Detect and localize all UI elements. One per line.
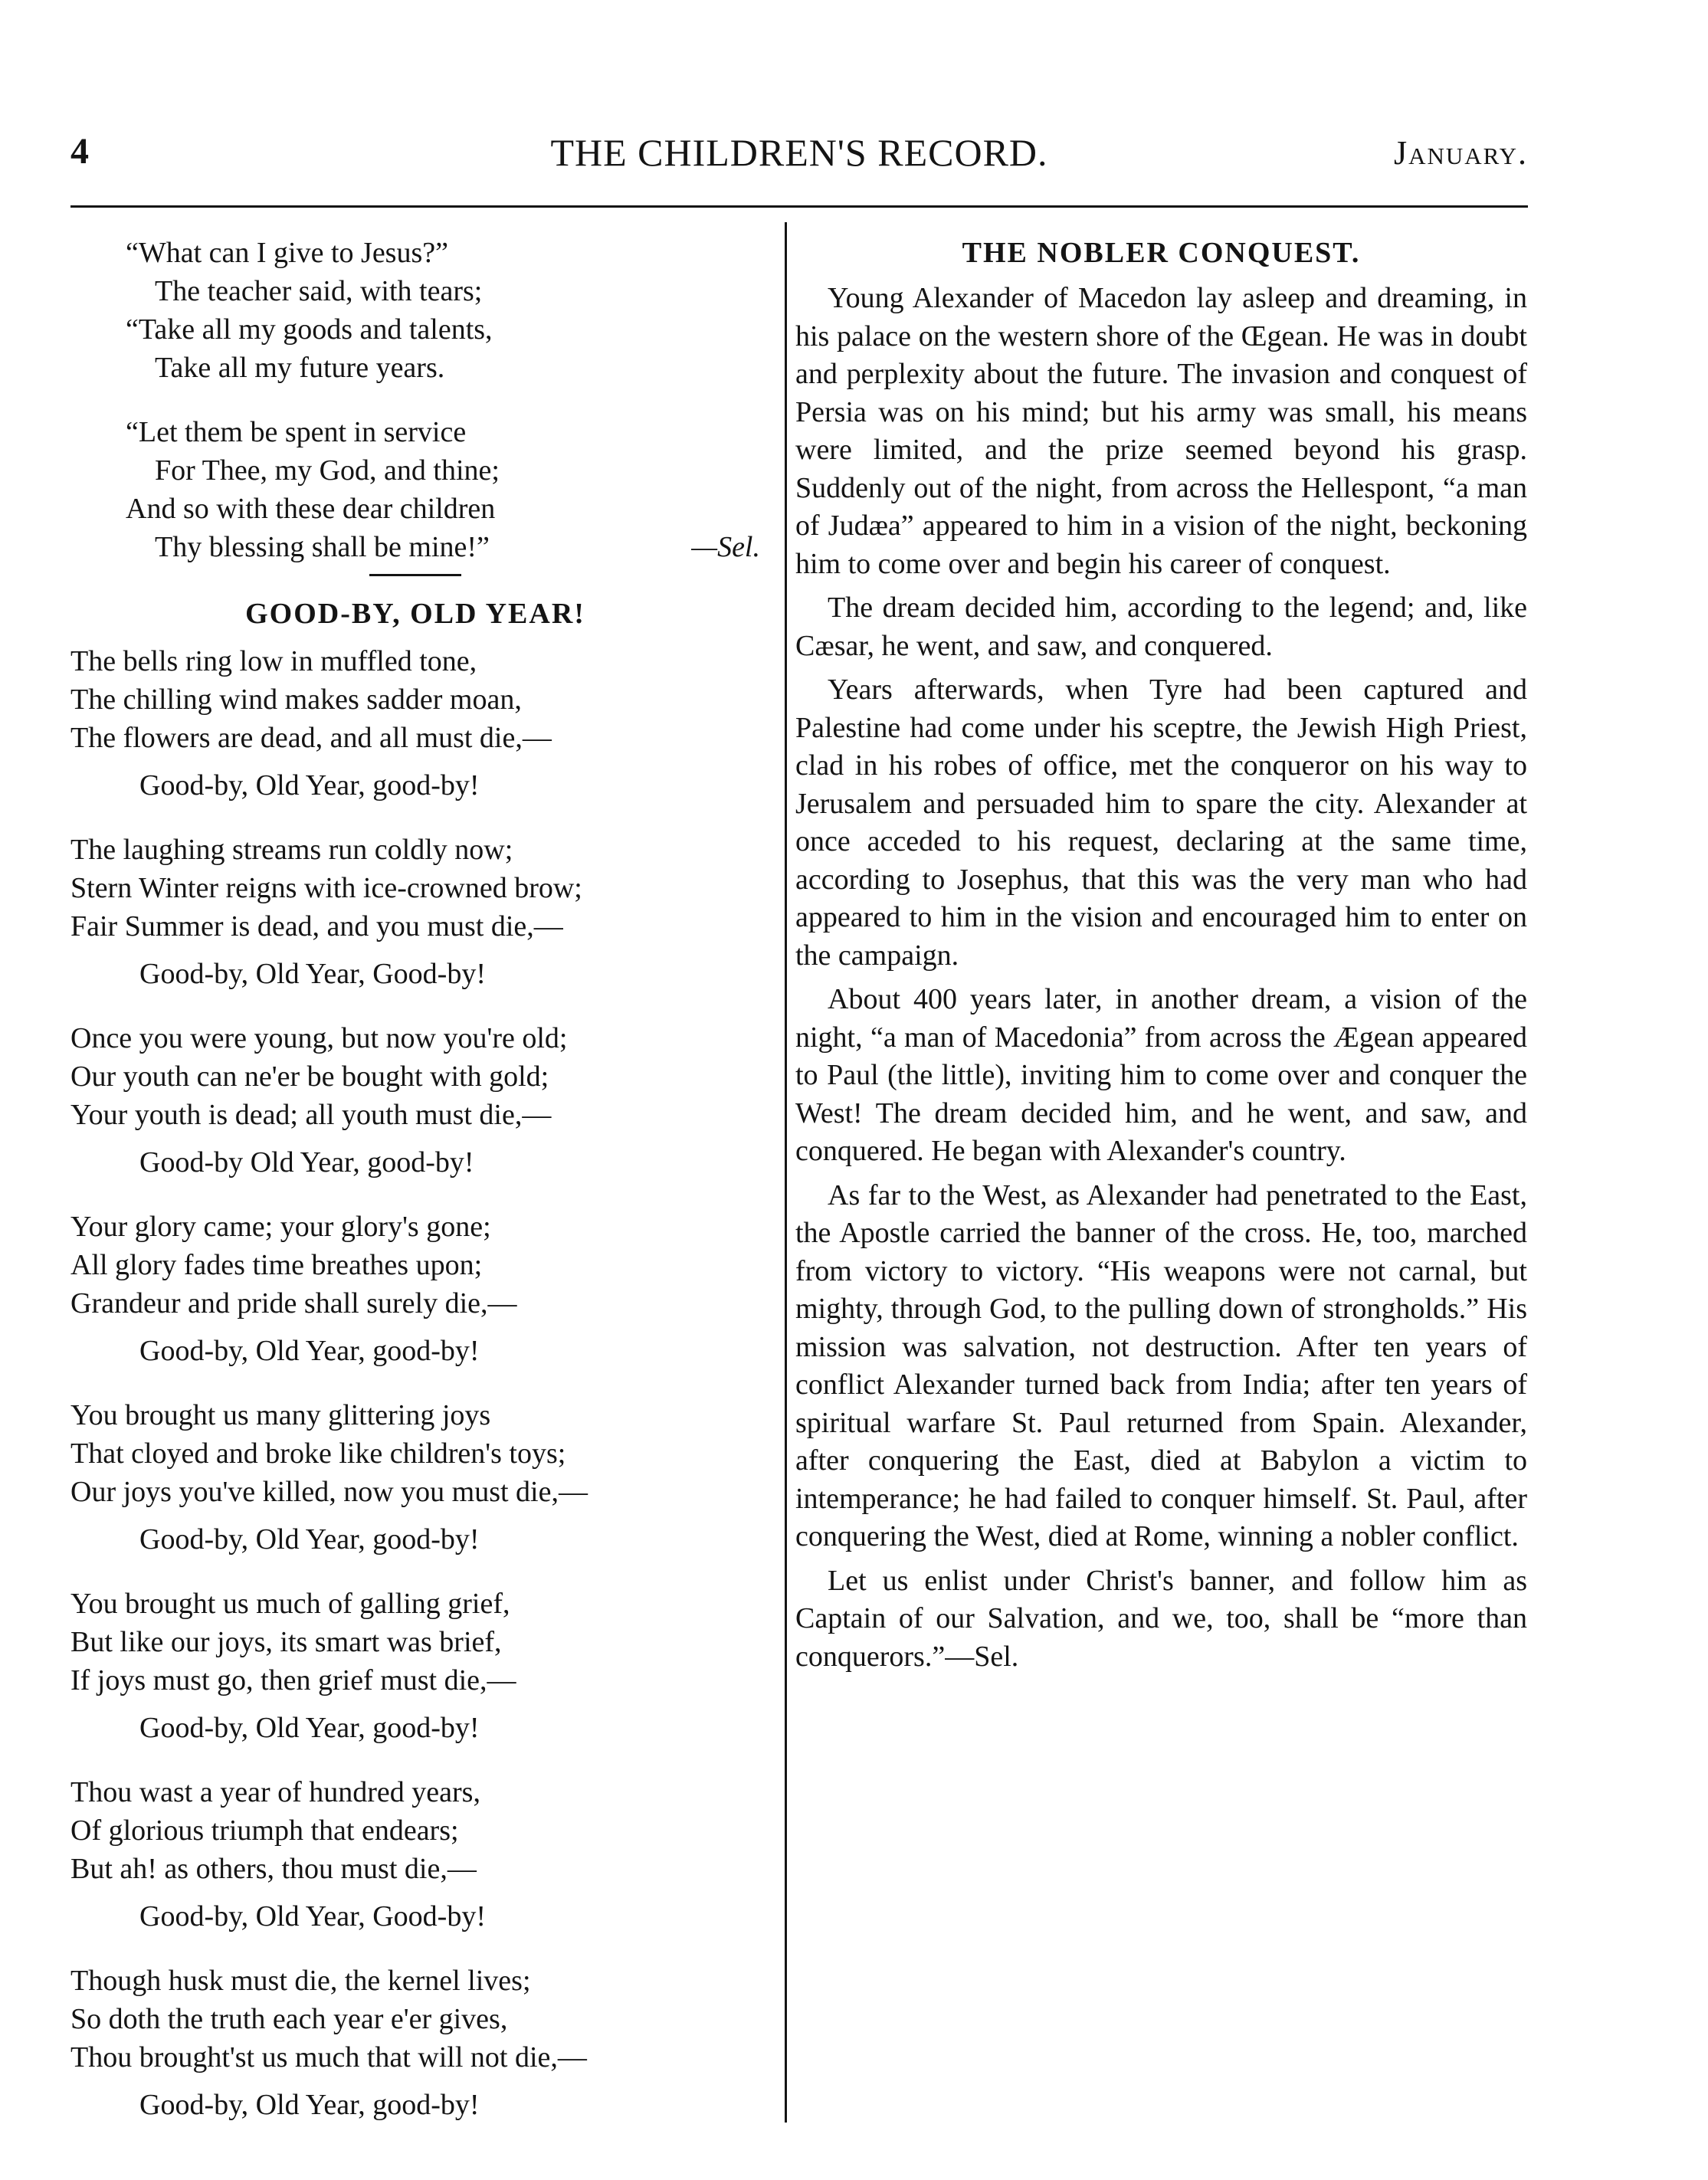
poem-refrain: Good-by Old Year, good-by!	[139, 1146, 474, 1179]
poem-line: Of glorious triumph that endears;	[70, 1814, 459, 1847]
poem2-stanza	[70, 1962, 760, 2124]
poem-line: Our youth can ne'er be bought with gold;	[70, 1060, 549, 1093]
poem-line: The chilling wind makes sadder moan,	[70, 684, 522, 716]
article-paragraph: About 400 years later, in another dream, a vision of the night, “a man of Macedonia” from across the Ægean appeared to Paul (the little), inviting him to come over and conquer the West! The dream decided him, and he went, and saw, and conquered. He began with Alexander's country.	[795, 983, 1527, 1167]
poem2-stanza	[70, 1019, 760, 1182]
poem-line: Grandeur and pride shall surely die,—	[70, 1287, 517, 1319]
poem-line: If joys must go, then grief must die,—	[70, 1664, 516, 1696]
page-header	[70, 130, 1528, 184]
poem-refrain: Good-by, Old Year, Good-by!	[139, 958, 486, 990]
poem1-stanza	[70, 234, 760, 387]
poem2-stanza	[70, 1208, 760, 1370]
poem-line: Thou brought'st us much that will not die,—	[70, 2041, 587, 2073]
poem-line: “What can I give to Jesus?”	[126, 237, 448, 269]
poem-line: But ah! as others, thou must die,—	[70, 1853, 477, 1885]
poem2-stanza	[70, 1396, 760, 1559]
left-column	[70, 234, 760, 2150]
poem2-stanza	[70, 831, 760, 993]
poem-line: But like our joys, its smart was brief,	[70, 1626, 502, 1658]
poem-line: And so with these dear children	[126, 493, 496, 525]
article-paragraph: Young Alexander of Macedon lay asleep and dreaming, in his palace on the western shore of the Œgean. He was in doubt and perplexity about the future. The invasion and conquest of Persia was on his mind; but his army was small, his means were limited, and the prize seemed beyond his grasp. Suddenly out of the night, from across the Hellespont, “a man of Judæa” appeared to him in a vision of the night, beckoning him to come over and begin his career of conquest.	[795, 282, 1527, 580]
poem-line: You brought us much of galling grief,	[70, 1588, 510, 1620]
poem-line: All glory fades time breathes upon;	[70, 1249, 483, 1281]
poem-line: Your youth is dead; all youth must die,—	[70, 1099, 552, 1131]
poem-line: The laughing streams run coldly now;	[70, 834, 513, 866]
article-paragraph: The dream decided him, according to the legend; and, like Cæsar, he went, and saw, and conquered.	[795, 592, 1527, 662]
poem-title: GOOD-BY, OLD YEAR!	[245, 598, 585, 630]
poem-refrain: Good-by, Old Year, good-by!	[139, 1523, 480, 1556]
poem-attribution: —Sel.	[691, 531, 760, 563]
poem-line: “Let them be spent in service	[126, 416, 467, 448]
poem-line: “Take all my goods and talents,	[126, 313, 493, 346]
page-number: 4	[70, 131, 89, 172]
section-rule	[369, 574, 461, 576]
column-divider	[785, 222, 787, 2123]
poem-line: That cloyed and broke like children's toys;	[70, 1437, 566, 1470]
header-rule	[70, 205, 1528, 208]
issue-month: January.	[1393, 134, 1528, 172]
publication-title: THE CHILDREN'S RECORD.	[550, 131, 1048, 174]
article-paragraph: As far to the West, as Alexander had penetrated to the East, the Apostle carried the banner of the cross. He, too, marched from victory to victory. “His weapons were not carnal, but mighty, through God, to the pulling down of strongholds.” His mission was salvation, not destruction. After ten years of conflict Alexander turned back from India; after ten years of spiritual warfare St. Paul returned from Spain. Alexander, after conquering the East, died at Babylon a victim to intemperance; he had failed to conquer himself. St. Paul, after conquering the West, died at Rome, winning a nobler conflict.	[795, 1179, 1527, 1552]
poem-line: Our joys you've killed, now you must die,—	[70, 1476, 588, 1508]
poem-refrain: Good-by, Old Year, good-by!	[139, 2089, 480, 2121]
article-title: THE NOBLER CONQUEST.	[962, 237, 1361, 269]
article-paragraph: Let us enlist under Christ's banner, and follow him as Captain of our Salvation, and we, too, shall be “more than conquerors.”—Sel.	[795, 1564, 1527, 1673]
poem-refrain: Good-by, Old Year, good-by!	[139, 1335, 480, 1367]
poem1-stanza	[70, 413, 760, 566]
poem-line-text: Thy blessing shall be mine!”	[155, 531, 490, 563]
poem-line: Once you were young, but now you're old;	[70, 1022, 568, 1054]
poem-line	[70, 528, 760, 566]
poem-line: So doth the truth each year e'er gives,	[70, 2003, 508, 2035]
poem-refrain: Good-by, Old Year, good-by!	[139, 1712, 480, 1744]
poem-refrain: Good-by, Old Year, good-by!	[139, 769, 480, 802]
article-paragraph: Years afterwards, when Tyre had been captured and Palestine had come under his sceptre, the Jewish High Priest, clad in his robes of office, met the conqueror on his way to Jerusalem and persuaded him to spare the city. Alexander at once acceded to his request, declaring at the same time, according to Josephus, that this was the very man who had appeared to him in the vision and encouraged him to enter on the campaign.	[795, 674, 1527, 972]
poem-line: Thou wast a year of hundred years,	[70, 1776, 480, 1808]
poem-line: Stern Winter reigns with ice-crowned brow;	[70, 872, 582, 904]
poem-line: You brought us many glittering joys	[70, 1399, 491, 1431]
poem-refrain: Good-by, Old Year, Good-by!	[139, 1900, 486, 1932]
poem-line: Though husk must die, the kernel lives;	[70, 1965, 531, 1997]
poem2-stanza	[70, 1585, 760, 1747]
poem-line: Your glory came; your glory's gone;	[70, 1211, 491, 1243]
right-column	[795, 234, 1527, 1682]
poem2-stanza	[70, 1773, 760, 1936]
poem-line: The flowers are dead, and all must die,—	[70, 722, 552, 754]
poem-line: The bells ring low in muffled tone,	[70, 645, 477, 677]
poem2-stanza	[70, 642, 760, 805]
poem-line: Take all my future years.	[155, 352, 445, 384]
poem-line: For Thee, my God, and thine;	[155, 454, 500, 487]
poem-line: The teacher said, with tears;	[155, 275, 483, 307]
poem-line: Fair Summer is dead, and you must die,—	[70, 910, 563, 942]
